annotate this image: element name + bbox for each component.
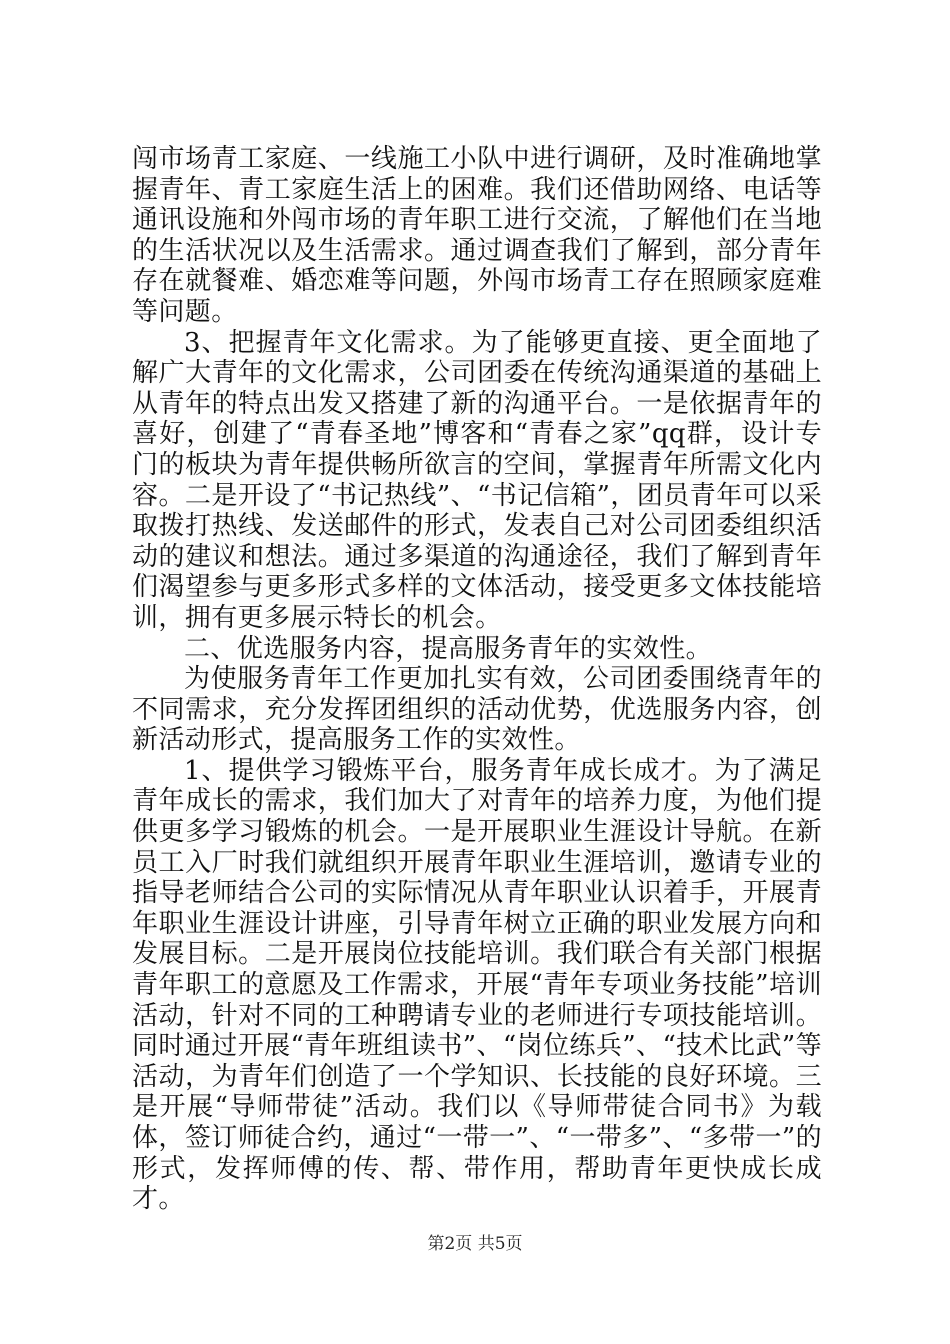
paragraph-cultural-needs: 3、把握青年文化需求。为了能够更直接、更全面地了解广大青年的文化需求，公司团委在传统沟通渠道的基础上从青年的特点出发又搭建了新的沟通平台。一是依据青年的喜好，创建了“青春圣地”博客和“青春之家”qq群，设计专门的板块为青年提供畅所欲言的空间，掌握青年所需文化内容。二是开设了“书记热线”、“书记信箱”，团员青年可以采取拨打热线、发送邮件的形式，发表自己对公司团委组织活动的建议和想法。通过多渠道的沟通途径，我们了解到青年们渴望参与更多形式多样的文体活动，接受更多文体技能培训，拥有更多展示特长的机会。 bbox=[132, 327, 822, 633]
section-heading-2: 二、优选服务内容，提高服务青年的实效性。 bbox=[184, 633, 713, 664]
page-footer: 第2页 共5页 bbox=[427, 1234, 523, 1254]
paragraph-continuation: 闯市场青工家庭、一线施工小队中进行调研，及时准确地掌握青年、青工家庭生活上的困难。我们还借助网络、电话等通讯设施和外闯市场的青年职工进行交流，了解他们在当地的生活状况以及生活需求。通过调查我们了解到，部分青年存在就餐难、婚恋难等问题，外闯市场青工存在照顾家庭难等问题。 bbox=[132, 144, 822, 327]
paragraph-service-intro: 为使服务青年工作更加扎实有效，公司团委围绕青年的不同需求，充分发挥团组织的活动优势，优选服务内容，创新活动形式，提高服务工作的实效性。 bbox=[132, 664, 822, 756]
document-body bbox=[132, 144, 822, 1215]
paragraph-learning-platform: 1、提供学习锻炼平台，服务青年成长成才。为了满足青年成长的需求，我们加大了对青年的培养力度，为他们提供更多学习锻炼的机会。一是开展职业生涯设计导航。在新员工入厂时我们就组织开展青年职业生涯培训，邀请专业的指导老师结合公司的实际情况从青年职业认识着手，开展青年职业生涯设计讲座，引导青年树立正确的职业发展方向和发展目标。二是开展岗位技能培训。我们联合有关部门根据青年职工的意愿及工作需求，开展“青年专项业务技能”培训活动，针对不同的工种聘请专业的老师进行专项技能培训。同时通过开展“青年班组读书”、“岗位练兵”、“技术比武”等活动，为青年们创造了一个学知识、长技能的良好环境。三是开展“导师带徒”活动。我们以《导师带徒合同书》为载体，签订师徒合约，通过“一带一”、“一带多”、“多带一”的形式，发挥师傅的传、帮、带作用，帮助青年更快成长成才。 bbox=[132, 755, 822, 1215]
